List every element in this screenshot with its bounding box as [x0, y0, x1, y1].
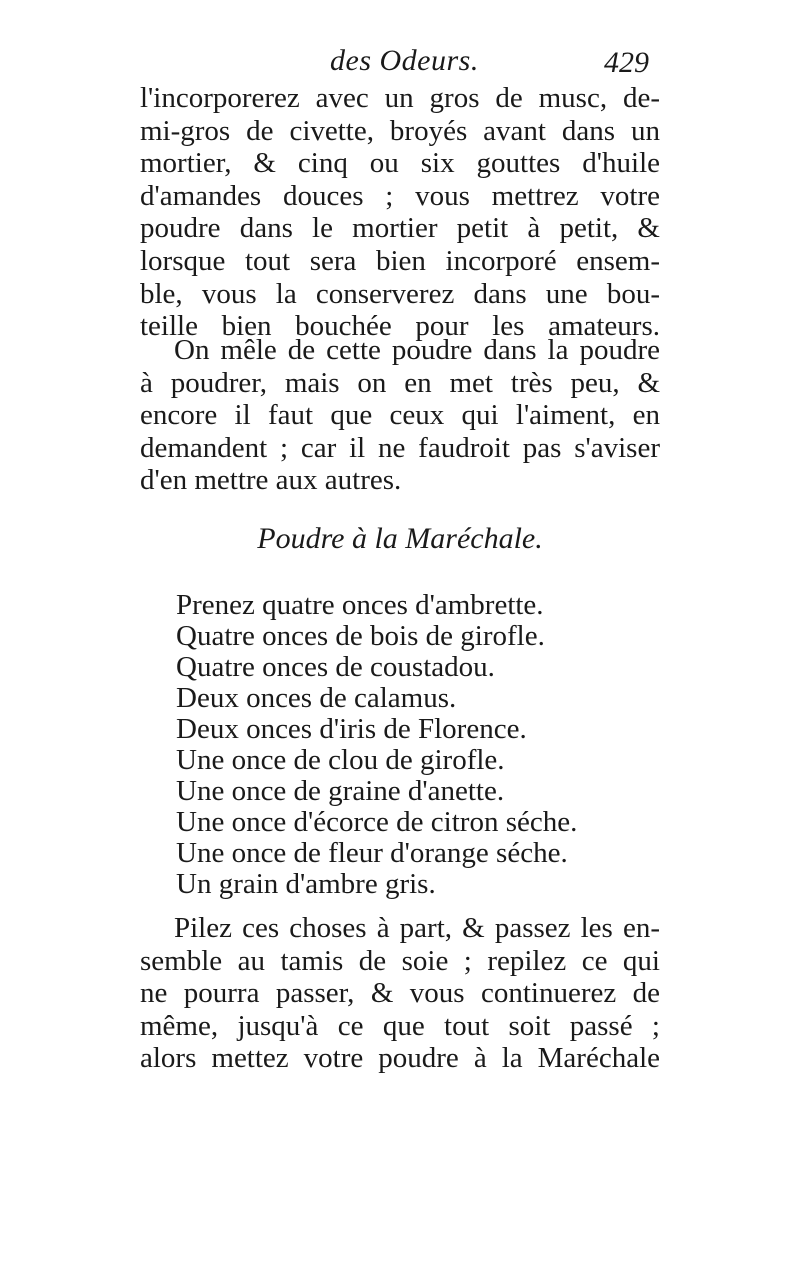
list-item: Une once de clou de girofle. [176, 744, 505, 776]
text-line: mi-gros de civette, broyés avant dans un [140, 114, 660, 147]
text-line: même, jusqu'à ce que tout soit passé ; [140, 1009, 660, 1042]
ingredient-list [176, 590, 676, 900]
list-item: Quatre onces de bois de girofle. [176, 620, 545, 652]
text-line: ne pourra passer, & vous continuerez de [140, 977, 660, 1010]
text-line: Pilez ces choses à part, & passez les en- [174, 912, 660, 944]
list-item: Deux onces de calamus. [176, 682, 457, 714]
running-title: des Odeurs. [330, 44, 479, 77]
text-line: On mêle de cette poudre dans la poudre [174, 334, 660, 366]
list-item: Deux onces d'iris de Florence. [176, 713, 527, 745]
list-item: Une once de graine d'anette. [176, 775, 505, 807]
text-line: alors mettez votre poudre à la Maréchale [140, 1042, 660, 1075]
text-line: teille bien bouchée pour les amateurs. [140, 310, 660, 343]
list-item: Prenez quatre onces d'ambrette. [176, 589, 544, 621]
list-item: Un grain d'ambre gris. [176, 868, 436, 900]
list-item: Une once de fleur d'orange séche. [176, 837, 568, 869]
text-line: demandent ; car il ne faudroit pas s'aviser [140, 431, 660, 464]
text-line: semble au tamis de soie ; repilez ce qui [140, 944, 660, 977]
text-line: mortier, & cinq ou six gouttes d'huile [140, 147, 660, 180]
text-line: l'incorporerez avec un gros de musc, de- [140, 82, 660, 114]
list-item: Une once d'écorce de citron séche. [176, 806, 578, 838]
paragraph-instructions [140, 912, 660, 1075]
text-line: à poudrer, mais on en met très peu, & [140, 366, 660, 399]
page-header [0, 44, 800, 84]
text-line: d'en mettre aux autres. [140, 464, 402, 497]
paragraph-continuation [140, 82, 660, 343]
text-line: poudre dans le mortier petit à petit, & [140, 212, 660, 245]
text-line: lorsque tout sera bien incorporé ensem- [140, 244, 660, 277]
text-line: d'amandes douces ; vous mettrez votre [140, 179, 660, 212]
text-line: ble, vous la conserverez dans une bou- [140, 277, 660, 310]
list-item: Quatre onces de coustadou. [176, 651, 495, 683]
paragraph-usage [140, 334, 660, 497]
text-line: encore il faut que ceux qui l'aiment, en [140, 399, 660, 432]
page-number: 429 [604, 46, 649, 79]
section-heading: Poudre à la Maréchale. [257, 522, 543, 555]
